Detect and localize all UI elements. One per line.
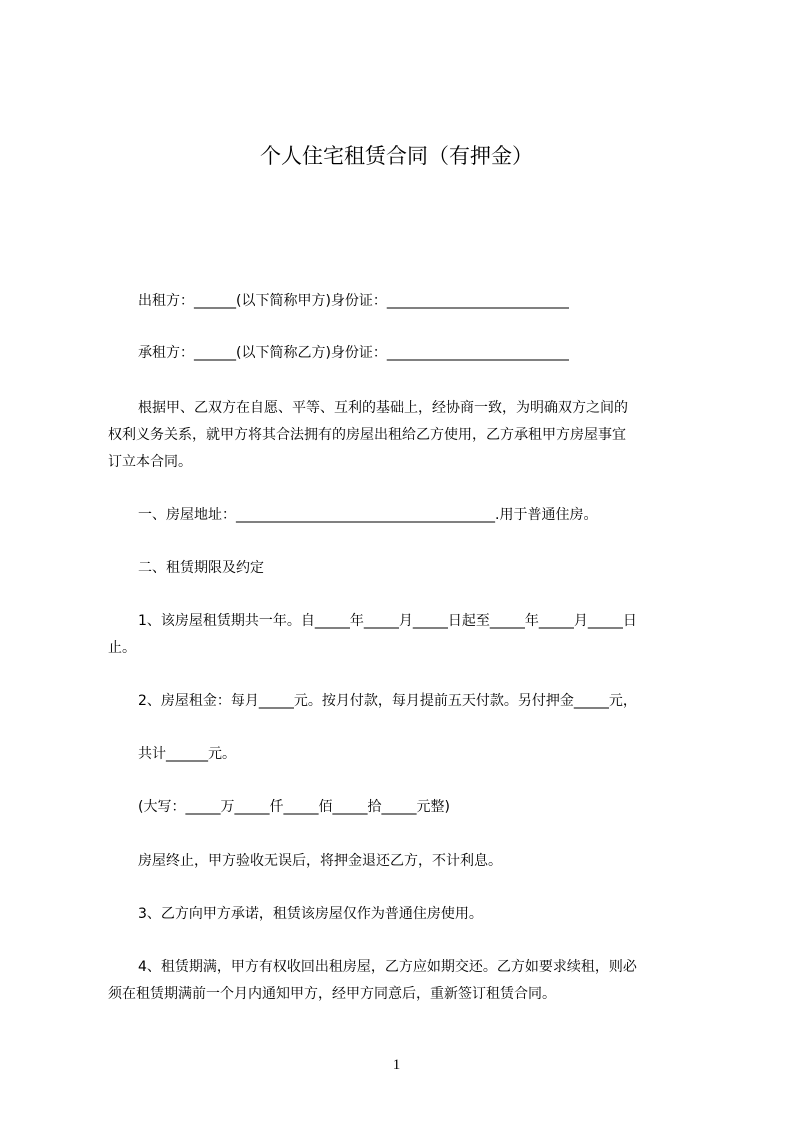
lessee-line: 承租方：______(以下简称乙方)身份证：__________________________	[138, 345, 569, 361]
lessor-line: 出租方：______(以下简称甲方)身份证：__________________________	[138, 293, 569, 309]
page-number: 1	[392, 1057, 401, 1073]
clause-1-line-2: 止。	[108, 640, 136, 656]
clause-4-line-2: 须在租赁期满前一个月内通知甲方，经甲方同意后，重新签订租赁合同。	[108, 986, 556, 1002]
clause-1-line-1: 1、该房屋租赁期共一年。自_____年_____月_____日起至_____年_____月_____日	[138, 613, 637, 629]
preamble-line-3: 订立本合同。	[108, 454, 192, 470]
clause-4-line-1: 4、租赁期满，甲方有权收回出租房屋，乙方应如期交还。乙方如要求续租，则必	[138, 959, 637, 975]
section-1-address: 一、房屋地址：_____________________________________.用于普通住房。	[138, 507, 598, 523]
uppercase-amount: (大写：_____万_____仟_____佰_____拾_____元整)	[138, 799, 450, 815]
clause-2-rent: 2、房屋租金：每月_____元。按月付款，每月提前五天付款。另付押金_____元，	[138, 693, 637, 709]
clause-3-usage: 3、乙方向甲方承诺，租赁该房屋仅作为普通住房使用。	[138, 906, 483, 922]
total-amount: 共计______元。	[138, 746, 236, 762]
section-2-heading: 二、租赁期限及约定	[138, 560, 264, 576]
document-title: 个人住宅租赁合同（有押金）	[260, 144, 533, 168]
preamble-line-1: 根据甲、乙双方在自愿、平等、互利的基础上，经协商一致，为明确双方之间的	[138, 400, 628, 416]
preamble-line-2: 权利义务关系，就甲方将其合法拥有的房屋出租给乙方使用，乙方承租甲方房屋事宜	[108, 427, 626, 443]
deposit-refund: 房屋终止，甲方验收无误后，将押金退还乙方，不计利息。	[138, 853, 502, 869]
